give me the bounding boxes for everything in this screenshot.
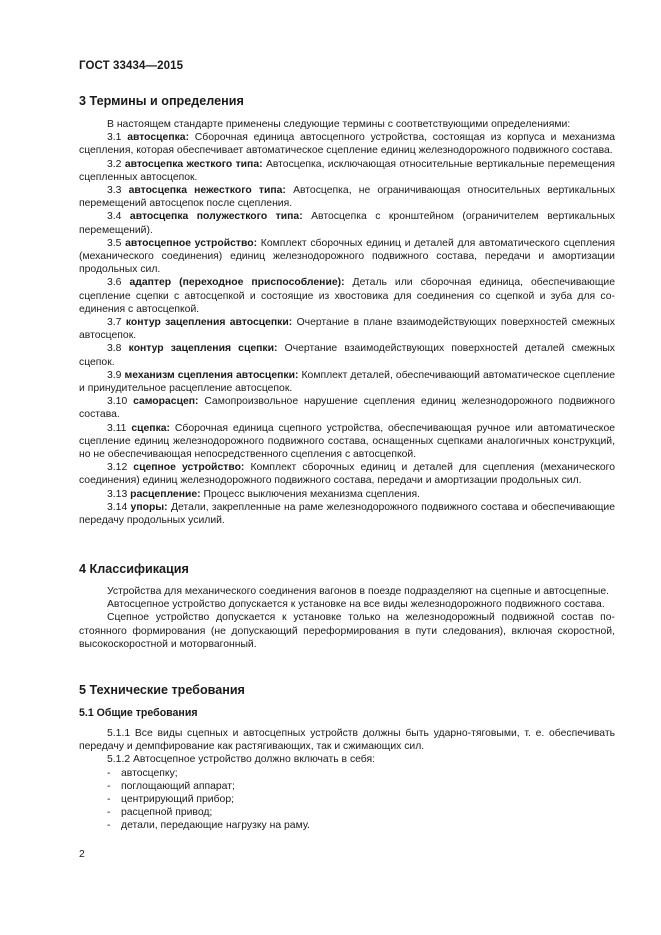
term-definition (79, 461, 615, 487)
list-item-text: поглощающий аппарат; (121, 780, 235, 792)
list-item (79, 780, 615, 793)
term-name: механизм сцепления автосцепки: (124, 369, 299, 381)
list-item-text: автосцепку; (121, 767, 178, 779)
term-text: Комплект сборочных единиц и деталей для сцепления (механического соединения) единиц железнодорожного подвижного состава, передачи и амортизации продольных сил. (79, 462, 615, 487)
term-text: Автосцепка с кронштейном (ограничителем вертикальных перемещений). (79, 211, 616, 236)
term-number: 3.13 (107, 488, 128, 500)
list-dash: - (107, 794, 111, 806)
term-text: Автосцепка, не ограничивающая относительных вертикальных перемещений автосцепок после сцепления. (79, 185, 616, 210)
section-3-body (79, 118, 615, 527)
term-text: Очертание в плане взаимодействующих поверхностей смежных автосцепок. (79, 317, 616, 342)
section-4-para-3: Сцепное устройство допускается к установке только на железнодорожный подвижной состав постоянного формирования (не допускающий переформирования в пути следования), включая скоростной, высокоскоростной и моторвагонный. (79, 612, 615, 650)
term-definition (79, 342, 615, 368)
term-name: автосцепка нежесткого типа: (128, 185, 286, 197)
term-number: 3.2 (107, 158, 122, 170)
term-text: Комплект сборочных единиц и деталей для автоматического сцепления (механического соединения) единиц железнодорожного подвижного состава, передачи и амортизации продольных сил. (79, 237, 615, 276)
term-name: расцепление: (130, 488, 201, 500)
standard-header: ГОСТ 33434—2015 (79, 60, 184, 72)
section-3-title: 3 Термины и определения (79, 94, 244, 108)
term-definition (79, 158, 615, 184)
term-name: контур зацепления автосцепки: (125, 317, 293, 329)
term-number: 3.7 (107, 317, 122, 329)
list-item-text: центрирующий прибор; (121, 794, 234, 806)
term-number: 3.9 (107, 369, 122, 381)
section-4-para-1: Устройства для механического соединения вагонов в поезде подразделяют на сцепные и автосцепные. (107, 586, 609, 597)
term-name: автосцепка: (127, 132, 190, 144)
section-3-intro: В настоящем стандарте применены следующие термины с соответствующими определениями: (107, 119, 571, 130)
term-definition (79, 210, 615, 236)
term-text: Процесс выключения механизма сцепления. (203, 488, 420, 500)
subsection-5-1-title: 5.1 Общие требования (79, 707, 198, 719)
section-5 (79, 683, 615, 698)
clause-5-1-1: 5.1.1 Все виды сцепных и автосцепных устройств должны быть ударно-тяговыми, т. е. обеспечивать передачу и демпфирование как растягивающих, так и сжимающих сил. (79, 728, 615, 753)
term-definition (79, 501, 615, 527)
components-list (79, 767, 615, 833)
list-item-text: детали, передающие нагрузку на раму. (121, 820, 310, 832)
term-name: сцепка: (131, 422, 171, 434)
list-item (79, 793, 615, 806)
term-name: автосцепное устройство: (125, 237, 258, 249)
terms-list (79, 131, 615, 527)
term-definition (79, 395, 615, 421)
term-number: 3.8 (107, 343, 122, 355)
term-number: 3.12 (107, 462, 128, 474)
term-text: Очертание взаимодействующих поверхностей деталей смежных сцепок. (79, 343, 615, 368)
list-dash: - (107, 767, 111, 779)
term-number: 3.14 (107, 501, 128, 513)
term-name: упоры: (130, 501, 168, 513)
section-4-title: 4 Классификация (79, 562, 189, 576)
term-text: Комплект деталей, обеспечивающий автоматическое сцепление и принудительное расцепление автосцепок. (79, 369, 615, 395)
term-name: автосцепка жесткого типа: (124, 158, 263, 170)
list-item (79, 767, 615, 780)
term-name: саморасцеп: (133, 396, 199, 408)
section-5-title: 5 Технические требования (79, 683, 245, 697)
page-number: 2 (79, 849, 85, 860)
clause-5-1-2: 5.1.2 Автосцепное устройство должно включать в себя: (107, 754, 376, 766)
section-5-body (79, 727, 615, 833)
term-definition (79, 316, 615, 342)
term-definition (79, 184, 615, 210)
term-number: 3.10 (107, 396, 128, 408)
term-name: автосцепка полужесткого типа: (129, 211, 303, 223)
list-item (79, 819, 615, 832)
term-text: Сборочная единица сцепного устройства, обеспечивающая ручное или автоматическое сцепление единиц железнодорожного подвижного состава, оснащенных сцепками аналогичных конструкций, но не обеспечивающая непосредственного сцепления с автосцепкой. (79, 422, 615, 461)
term-name: контур зацепления сцепки: (128, 343, 278, 355)
term-number: 3.6 (107, 277, 122, 289)
term-text: Сборочная единица автосцепного устройства, состоящая из корпуса и механизма сцепления, которая обеспечивает автоматическое сцепление единиц железнодорожного подвижного состава. (79, 132, 615, 157)
term-text: Автосцепка, исключающая относительные вертикальные перемещения сцепленных автосцепок. (79, 158, 616, 183)
list-item (79, 806, 615, 819)
section-4 (79, 562, 615, 577)
term-name: адаптер (переходное приспособление): (129, 277, 345, 289)
term-definition (79, 237, 615, 277)
section-4-body (79, 585, 615, 651)
term-number: 3.4 (107, 211, 122, 223)
section-4-para-2: Автосцепное устройство допускается к установке на все виды железнодорожного подвижного состава. (107, 599, 605, 611)
term-number: 3.11 (107, 422, 127, 434)
list-dash: - (107, 820, 111, 832)
list-dash: - (107, 780, 111, 792)
term-text: Самопроизвольное нарушение сцепления единиц железнодорожного подвижного состава. (79, 396, 615, 421)
term-number: 3.3 (107, 185, 122, 197)
section-3 (79, 94, 615, 109)
term-text: Детали, закрепленные на раме железнодорожного подвижного состава и обеспечивающие передачу продольных усилий. (79, 501, 616, 527)
term-number: 3.5 (107, 237, 122, 249)
list-dash: - (107, 807, 111, 819)
term-definition (79, 422, 615, 462)
section-5-1 (79, 707, 615, 720)
term-name: сцепное устройство: (133, 462, 245, 474)
term-number: 3.1 (107, 132, 122, 144)
term-definition (79, 369, 615, 395)
term-text: Деталь или сборочная единица, обеспечивающие сцепление сцепки с автосцепкой и состоящие из хвостовика для соединения со сцепкой и зуба для соединения с автосцепкой. (79, 277, 615, 315)
list-item-text: расцепной привод; (121, 807, 213, 819)
term-definition (79, 131, 615, 157)
term-definition (79, 488, 615, 501)
term-definition (79, 276, 615, 316)
